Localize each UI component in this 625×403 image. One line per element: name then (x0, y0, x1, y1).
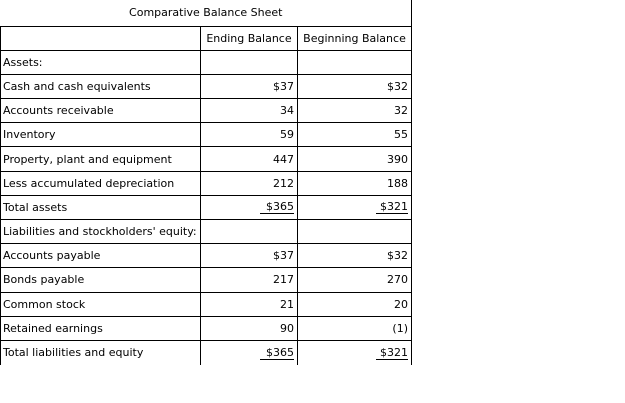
title-row (1, 0, 412, 26)
row-beginning-value: 270 (298, 268, 412, 292)
row-ending-value (201, 220, 298, 244)
row-beginning-value: 32 (298, 99, 412, 123)
row-beginning-value (298, 50, 412, 74)
row-beginning-value: $32 (298, 74, 412, 98)
row-label: Accounts receivable (1, 99, 201, 123)
row-label: Total liabilities and equity (1, 340, 201, 364)
table-row (1, 123, 412, 147)
table-row (1, 50, 412, 74)
row-label: Retained earnings (1, 316, 201, 340)
table-row (1, 99, 412, 123)
underlined-total: $365 (260, 201, 294, 214)
row-label: Liabilities and stockholders' equity: (1, 220, 201, 244)
total-liabilities-row (1, 340, 412, 364)
row-ending-value: 90 (201, 316, 298, 340)
header-beginning-balance: Beginning Balance (298, 26, 412, 50)
row-ending-value: 217 (201, 268, 298, 292)
row-beginning-value: 390 (298, 147, 412, 171)
row-label: Inventory (1, 123, 201, 147)
underlined-total: $321 (376, 347, 408, 360)
row-ending-value: 212 (201, 171, 298, 195)
row-label: Common stock (1, 292, 201, 316)
row-beginning-value (298, 195, 412, 219)
header-row (1, 26, 412, 50)
row-ending-value: 59 (201, 123, 298, 147)
total-assets-row (1, 195, 412, 219)
table-row (1, 74, 412, 98)
table-row (1, 171, 412, 195)
row-label: Assets: (1, 50, 201, 74)
row-beginning-value: 20 (298, 292, 412, 316)
row-label: Property, plant and equipment (1, 147, 201, 171)
row-ending-value: 447 (201, 147, 298, 171)
row-ending-value (201, 340, 298, 364)
row-ending-value (201, 50, 298, 74)
table-row (1, 147, 412, 171)
row-label: Accounts payable (1, 244, 201, 268)
row-label: Total assets (1, 195, 201, 219)
header-ending-balance: Ending Balance (201, 26, 298, 50)
header-label-cell (1, 26, 201, 50)
row-beginning-value: 188 (298, 171, 412, 195)
underlined-total: $321 (376, 201, 408, 214)
table-row (1, 220, 412, 244)
row-ending-value (201, 195, 298, 219)
table-row (1, 292, 412, 316)
sheet-title: Comparative Balance Sheet (1, 0, 412, 26)
table-row (1, 268, 412, 292)
row-ending-value: $37 (201, 244, 298, 268)
row-beginning-value (298, 220, 412, 244)
table-row (1, 244, 412, 268)
row-beginning-value: 55 (298, 123, 412, 147)
row-ending-value: 34 (201, 99, 298, 123)
row-beginning-value: $32 (298, 244, 412, 268)
row-beginning-value (298, 340, 412, 364)
underlined-total: $365 (260, 347, 294, 360)
row-label: Less accumulated depreciation (1, 171, 201, 195)
row-beginning-value: (1) (298, 316, 412, 340)
table-row (1, 316, 412, 340)
row-label: Cash and cash equivalents (1, 74, 201, 98)
row-ending-value: 21 (201, 292, 298, 316)
row-label: Bonds payable (1, 268, 201, 292)
row-ending-value: $37 (201, 74, 298, 98)
